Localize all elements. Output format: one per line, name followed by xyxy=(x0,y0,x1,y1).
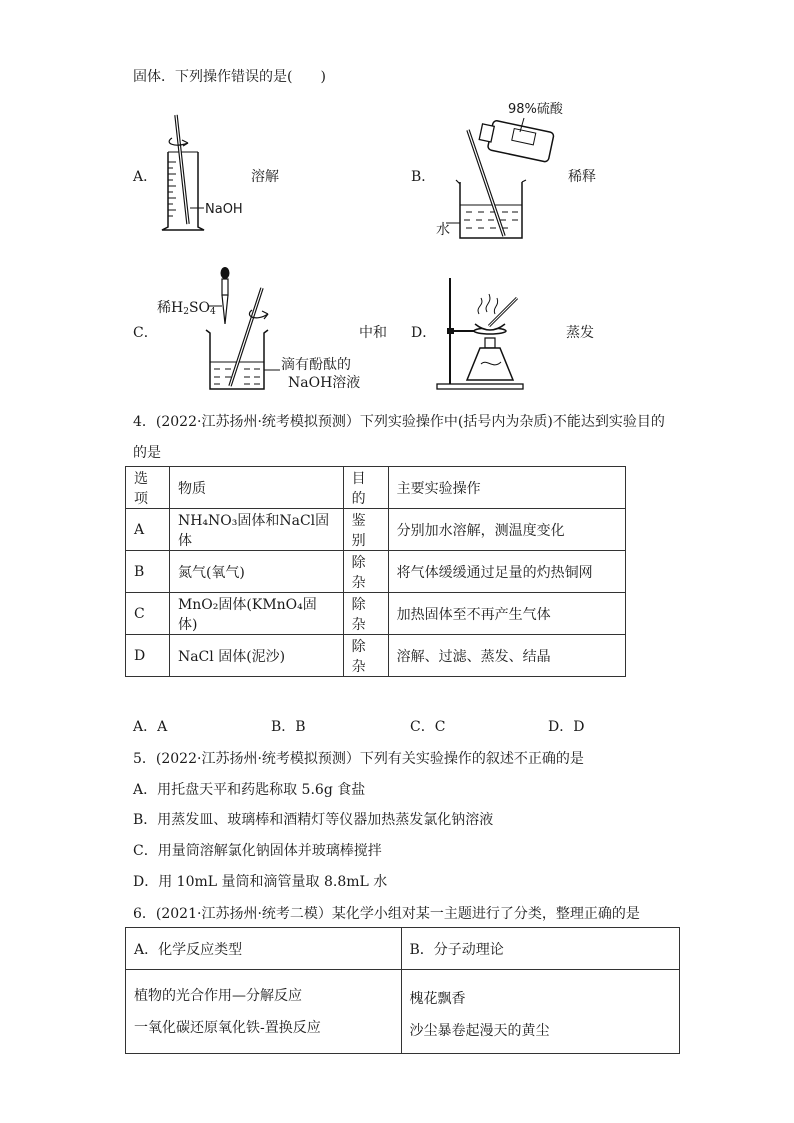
table-header: 选项 xyxy=(126,467,170,509)
q3-option-a-name: 溶解 xyxy=(251,169,279,185)
q3-option-b-letter: B． xyxy=(411,169,436,185)
dilute-h2so4-label: 稀$H_2SO_4$ xyxy=(157,300,216,317)
q3-option-d-letter: D． xyxy=(411,325,437,341)
table-header: 主要实验操作 xyxy=(388,467,625,509)
table-cell: 除杂 xyxy=(343,593,388,635)
q3-option-c-letter: C． xyxy=(133,325,158,341)
table-cell: 除杂 xyxy=(343,635,388,677)
q3-option-a-letter: A． xyxy=(133,169,158,185)
q5-option-c: C．用量筒溶解氯化钠固体并玻璃棒搅拌 xyxy=(133,843,382,859)
table-cell: D xyxy=(126,635,170,677)
q4-table xyxy=(125,466,626,677)
table-cell: 溶解、过滤、蒸发、结晶 xyxy=(388,635,625,677)
q3-stem: 固体．下列操作错误的是( ) xyxy=(133,69,326,85)
table-row xyxy=(126,593,626,635)
table-cell-line: 槐花飘香 xyxy=(409,990,466,1007)
q6-table xyxy=(125,927,680,1054)
table-header: 目的 xyxy=(343,467,388,509)
dropper-beaker-icon xyxy=(200,264,290,394)
table-cell-line: 植物的光合作用—分解反应 xyxy=(134,987,302,1004)
q4-stem-line1: 4．(2022·江苏扬州·统考模拟预测）下列实验操作中(括号内为杂质)不能达到实验目的 xyxy=(133,414,665,430)
q4-stem-line2: 的是 xyxy=(133,445,161,461)
table-cell: C xyxy=(126,593,170,635)
table-cell: 鉴别 xyxy=(343,509,388,551)
table-header: B．分子动理论 xyxy=(401,928,680,970)
table-header-row xyxy=(126,467,626,509)
q3-option-b-name: 稀释 xyxy=(568,169,596,185)
table-cell: A xyxy=(126,509,170,551)
table-row xyxy=(126,551,626,593)
q4-answer-a: A．A xyxy=(133,719,168,735)
table-header: A．化学反应类型 xyxy=(126,928,402,970)
table-row xyxy=(126,635,626,677)
naoh-label: NaOH xyxy=(205,202,243,217)
q3-option-d-name: 蒸发 xyxy=(566,325,594,341)
q5-option-d: D．用 10mL 量筒和滴管量取 8.8mL 水 xyxy=(133,874,388,890)
table-header: 物质 xyxy=(169,467,343,509)
sulfuric-acid-label: 98%硫酸 xyxy=(508,102,563,117)
q5-stem: 5．(2022·江苏扬州·统考模拟预测）下列有关实验操作的叙述不正确的是 xyxy=(133,751,584,767)
table-cell-line: 沙尘暴卷起漫天的黄尘 xyxy=(409,1022,550,1039)
evaporation-stand-icon xyxy=(435,276,525,391)
q5-option-a: A．用托盘天平和药匙称取 5.6g 食盐 xyxy=(133,782,366,798)
water-label: 水 xyxy=(436,222,450,238)
graduated-cylinder-icon xyxy=(160,112,230,237)
table-cell: 分别加水溶解，测温度变化 xyxy=(388,509,625,551)
naoh-solution-label: NaOH溶液 xyxy=(288,375,361,391)
table-cell: NaCl 固体(泥沙) xyxy=(169,635,343,677)
q4-answer-d: D．D xyxy=(548,719,585,735)
q3-option-c-name: 中和 xyxy=(359,325,387,341)
table-cell: NH₄NO₃固体和NaCl固体 xyxy=(169,509,343,551)
beaker-bottle-icon xyxy=(450,110,570,245)
q4-answer-b: B．B xyxy=(271,719,306,735)
table-cell: 将气体缓缓通过足量的灼热铜网 xyxy=(388,551,625,593)
table-cell-line: 一氧化碳还原氧化铁-置换反应 xyxy=(134,1019,321,1036)
q5-option-b: B．用蒸发皿、玻璃棒和酒精灯等仪器加热蒸发氯化钠溶液 xyxy=(133,812,494,828)
table-row xyxy=(126,509,626,551)
table-cell: 加热固体至不再产生气体 xyxy=(388,593,625,635)
table-row xyxy=(126,970,680,1054)
table-cell: 氮气(氧气) xyxy=(169,551,343,593)
table-cell: B xyxy=(126,551,170,593)
q6-stem: 6．(2021·江苏扬州·统考二模）某化学小组对某一主题进行了分类，整理正确的是 xyxy=(133,906,640,922)
table-cell: MnO₂固体(KMnO₄固体) xyxy=(169,593,343,635)
phenolphthalein-label: 滴有酚酞的 xyxy=(281,357,351,373)
table-cell: 除杂 xyxy=(343,551,388,593)
q4-answer-c: C．C xyxy=(410,719,446,735)
table-header-row xyxy=(126,928,680,970)
